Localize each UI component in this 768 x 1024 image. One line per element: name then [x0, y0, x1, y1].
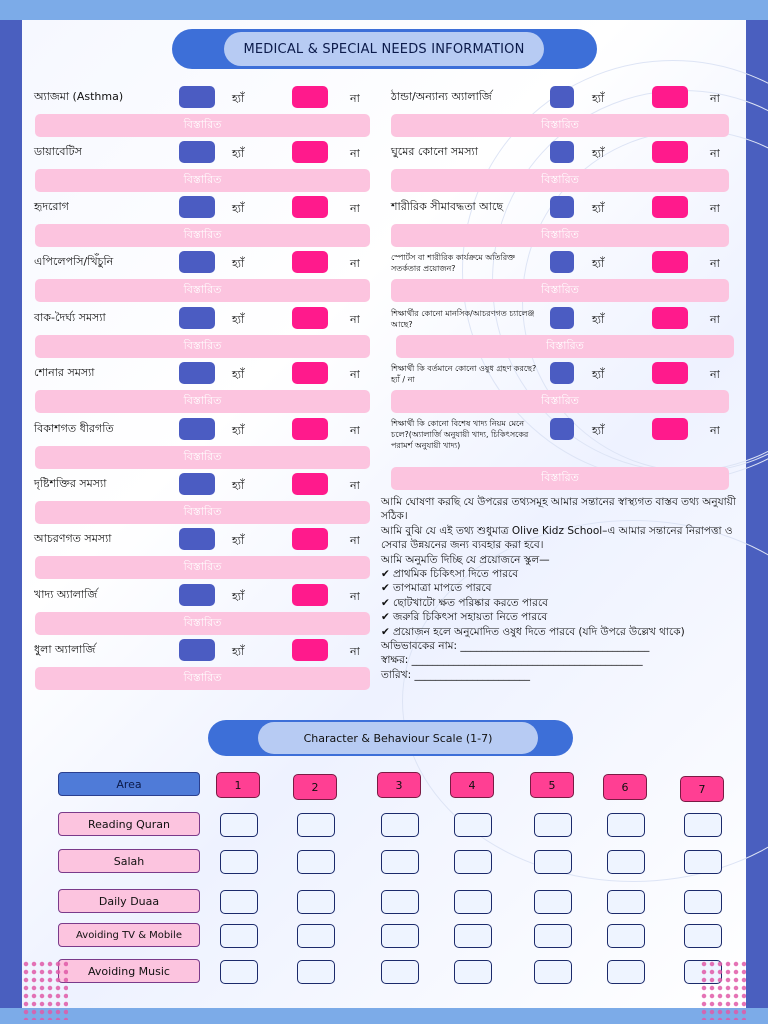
yes-label: হ্যাঁ	[232, 479, 245, 492]
scale-title-banner	[208, 720, 573, 756]
condition-label: ঠান্ডা/অন্যান্য অ্যালার্জি	[391, 90, 492, 103]
no-checkbox[interactable]	[652, 141, 688, 163]
no-checkbox[interactable]	[292, 251, 328, 273]
area-label: Avoiding Music	[58, 959, 200, 983]
signature-field[interactable]: স্বাক্ষর: ____________________________________________	[381, 654, 643, 667]
permission-item	[381, 610, 741, 624]
guardian-name-field[interactable]: অভিভাবকের নাম: ____________________________________	[381, 640, 650, 653]
declaration-line-3: আমি অনুমতি দিচ্ছি যে প্রয়োজনে স্কুল—	[381, 553, 550, 566]
no-checkbox[interactable]	[292, 86, 328, 108]
yes-checkbox[interactable]	[179, 584, 215, 606]
rating-cell[interactable]	[297, 960, 335, 984]
rating-cell[interactable]	[534, 813, 572, 837]
rating-cell[interactable]	[454, 890, 492, 914]
detail-field[interactable]: বিস্তারিত	[391, 279, 729, 302]
scale-number: 2	[293, 774, 337, 800]
no-checkbox[interactable]	[292, 473, 328, 495]
scale-number: 6	[603, 774, 647, 800]
check-icon: ✔	[381, 582, 390, 595]
scale-number: 5	[530, 772, 574, 798]
yes-checkbox[interactable]	[550, 141, 574, 163]
no-label: না	[350, 590, 360, 603]
rating-cell[interactable]	[297, 813, 335, 837]
permission-text: প্রাথমিক চিকিৎসা দিতে পারবে	[393, 568, 519, 581]
scale-number: 3	[377, 772, 421, 798]
permission-text: প্রয়োজন হলে অনুমোদিত ওষুধ দিতে পারবে (যদি উপরে উল্লেখ থাকে)	[393, 625, 685, 638]
no-label: না	[350, 534, 360, 547]
detail-field[interactable]: বিস্তারিত	[35, 667, 370, 690]
rating-cell[interactable]	[607, 850, 645, 874]
rating-cell[interactable]	[220, 813, 258, 837]
yes-label: হ্যাঁ	[232, 92, 245, 105]
rating-cell[interactable]	[607, 890, 645, 914]
detail-field[interactable]: বিস্তারিত	[35, 279, 370, 302]
rating-cell[interactable]	[297, 924, 335, 948]
yes-checkbox[interactable]	[179, 528, 215, 550]
yes-checkbox[interactable]	[550, 86, 574, 108]
yes-checkbox[interactable]	[179, 362, 215, 384]
detail-field[interactable]: বিস্তারিত	[391, 390, 729, 413]
yes-checkbox[interactable]	[550, 196, 574, 218]
condition-label: খাদ্য অ্যালার্জি	[34, 588, 98, 601]
yes-checkbox[interactable]	[179, 418, 215, 440]
permission-item	[381, 567, 741, 581]
rating-cell[interactable]	[381, 890, 419, 914]
no-checkbox[interactable]	[292, 528, 328, 550]
condition-label: দৃষ্টিশক্তির সমস্যা	[34, 477, 107, 490]
check-icon: ✔	[381, 568, 390, 581]
top-bar	[0, 0, 768, 20]
yes-checkbox[interactable]	[179, 86, 215, 108]
detail-field[interactable]: বিস্তারিত	[35, 224, 370, 247]
yes-label: হ্যাঁ	[592, 424, 605, 437]
rating-cell[interactable]	[684, 813, 722, 837]
no-checkbox[interactable]	[652, 418, 688, 440]
no-label: না	[350, 257, 360, 270]
rating-cell[interactable]	[454, 924, 492, 948]
yes-label: হ্যাঁ	[232, 147, 245, 160]
rating-cell[interactable]	[220, 924, 258, 948]
permission-text: তাপমাত্রা মাপতে পারবে	[393, 582, 492, 595]
declaration	[381, 495, 741, 682]
rating-cell[interactable]	[684, 924, 722, 948]
rating-cell[interactable]	[381, 960, 419, 984]
rating-cell[interactable]	[381, 850, 419, 874]
area-label: Avoiding TV & Mobile	[58, 923, 200, 947]
detail-field[interactable]: বিস্তারিত	[391, 169, 729, 192]
check-icon: ✔	[381, 611, 390, 624]
declaration-line-1: আমি ঘোষণা করছি যে উপরের তথ্যসমূহ আমার সন্তানের স্বাস্থ্যগত বাস্তব তথ্য অনুযায়ী সঠিক।	[381, 496, 736, 523]
permission-item	[381, 625, 741, 639]
rating-cell[interactable]	[220, 890, 258, 914]
condition-label: শিক্ষার্থীর কোনো মানসিক/আচরণগত চ্যালেঞ্জ আছে?	[391, 309, 535, 329]
condition-label: শারীরিক সীমাবদ্ধতা আছে	[391, 200, 504, 213]
condition-label: শোনার সমস্যা	[34, 366, 95, 379]
permission-text: ছোটখাটো ক্ষত পরিষ্কার করতে পারবে	[393, 596, 549, 609]
no-label: না	[350, 479, 360, 492]
detail-field[interactable]: বিস্তারিত	[391, 114, 729, 137]
detail-field[interactable]: বিস্তারিত	[35, 556, 370, 579]
yes-checkbox[interactable]	[550, 307, 574, 329]
no-checkbox[interactable]	[652, 307, 688, 329]
yes-label: হ্যাঁ	[592, 257, 605, 270]
rating-cell[interactable]	[684, 850, 722, 874]
rating-cell[interactable]	[534, 960, 572, 984]
detail-field[interactable]: বিস্তারিত	[35, 501, 370, 524]
rating-cell[interactable]	[534, 850, 572, 874]
scale-number: 1	[216, 772, 260, 798]
detail-field[interactable]: বিস্তারিত	[35, 446, 370, 469]
rating-cell[interactable]	[220, 960, 258, 984]
no-checkbox[interactable]	[292, 307, 328, 329]
rating-cell[interactable]	[454, 850, 492, 874]
yes-label: হ্যাঁ	[592, 147, 605, 160]
area-label: Daily Duaa	[58, 889, 200, 913]
rating-cell[interactable]	[381, 813, 419, 837]
rating-cell[interactable]	[607, 960, 645, 984]
decor-dots-right	[700, 960, 746, 1020]
bottom-bar	[0, 1008, 768, 1024]
yes-checkbox[interactable]	[550, 251, 574, 273]
no-label: না	[350, 92, 360, 105]
no-checkbox[interactable]	[292, 141, 328, 163]
permission-list	[381, 567, 741, 639]
yes-label: হ্যাঁ	[232, 257, 245, 270]
no-checkbox[interactable]	[652, 251, 688, 273]
condition-label: অ্যাজমা (Asthma)	[34, 90, 124, 103]
yes-checkbox[interactable]	[179, 196, 215, 218]
yes-label: হ্যাঁ	[232, 313, 245, 326]
no-label: না	[710, 147, 720, 160]
no-label: না	[710, 424, 720, 437]
detail-field-diet[interactable]: বিস্তারিত	[391, 467, 729, 490]
decor-dots-left	[22, 960, 68, 1020]
yes-label: হ্যাঁ	[592, 368, 605, 381]
yes-checkbox[interactable]	[179, 473, 215, 495]
yes-checkbox[interactable]	[550, 362, 574, 384]
page-title: MEDICAL & SPECIAL NEEDS INFORMATION	[224, 32, 544, 66]
rating-cell[interactable]	[220, 850, 258, 874]
detail-field[interactable]: বিস্তারিত	[396, 335, 734, 358]
area-label: Salah	[58, 849, 200, 873]
yes-label: হ্যাঁ	[232, 534, 245, 547]
area-label: Reading Quran	[58, 812, 200, 836]
no-label: না	[350, 313, 360, 326]
no-checkbox[interactable]	[652, 86, 688, 108]
permission-text: জরুরি চিকিৎসা সহায়তা নিতে পারবে	[393, 611, 548, 624]
scale-number: 4	[450, 772, 494, 798]
rating-cell[interactable]	[607, 813, 645, 837]
rating-cell[interactable]	[381, 924, 419, 948]
condition-label: ডায়াবেটিস	[34, 145, 82, 158]
yes-label: হ্যাঁ	[592, 92, 605, 105]
no-label: না	[350, 368, 360, 381]
condition-label: শিক্ষার্থী কি কোনো বিশেষ খাদ্য নিয়ম মেনে চলে?(অ্যালার্জি অনুযায়ী খাদ্য, চিকিৎসকের পরামর্শ অনুযায়ী খাদ্য)	[391, 419, 529, 450]
permission-item	[381, 581, 741, 595]
detail-field[interactable]: বিস্তারিত	[35, 335, 370, 358]
yes-checkbox[interactable]	[179, 251, 215, 273]
rating-cell[interactable]	[534, 890, 572, 914]
no-label: না	[710, 202, 720, 215]
date-field[interactable]: তারিখ: ______________________	[381, 668, 530, 681]
condition-label: ঘুমের কোনো সমস্যা	[391, 145, 478, 158]
no-checkbox[interactable]	[652, 196, 688, 218]
detail-field[interactable]: বিস্তারিত	[35, 169, 370, 192]
yes-label: হ্যাঁ	[592, 313, 605, 326]
no-label: না	[350, 645, 360, 658]
no-checkbox[interactable]	[652, 362, 688, 384]
rating-cell[interactable]	[297, 850, 335, 874]
rating-cell[interactable]	[684, 890, 722, 914]
check-icon: ✔	[381, 596, 390, 609]
scale-number: 7	[680, 776, 724, 802]
detail-field[interactable]: বিস্তারিত	[35, 612, 370, 635]
no-label: না	[350, 202, 360, 215]
yes-label: হ্যাঁ	[232, 590, 245, 603]
condition-label: ধুলা অ্যালার্জি	[34, 643, 96, 656]
rating-cell[interactable]	[454, 813, 492, 837]
detail-field[interactable]: বিস্তারিত	[35, 114, 370, 137]
rating-cell[interactable]	[607, 924, 645, 948]
condition-label: হৃদরোগ	[34, 200, 69, 213]
declaration-line-2: আমি বুঝি যে এই তথ্য শুধুমাত্র Olive Kidz School–এ আমার সন্তানের নিরাপত্তা ও সেবার উন্নয়নের জন্য ব্যবহার করা হবে।	[381, 524, 733, 552]
no-checkbox[interactable]	[292, 362, 328, 384]
yes-label: হ্যাঁ	[232, 368, 245, 381]
scale-title: Character & Behaviour Scale (1-7)	[258, 722, 538, 754]
rating-cell[interactable]	[297, 890, 335, 914]
condition-label: বাক-দৈর্ঘ্য সমস্যা	[34, 311, 106, 324]
no-checkbox[interactable]	[292, 584, 328, 606]
condition-label: বিকাশগত ধীরগতি	[34, 422, 114, 435]
yes-checkbox[interactable]	[550, 418, 574, 440]
detail-field[interactable]: বিস্তারিত	[35, 390, 370, 413]
no-label: না	[710, 313, 720, 326]
rating-cell[interactable]	[454, 960, 492, 984]
check-icon: ✔	[381, 625, 390, 638]
no-checkbox[interactable]	[292, 639, 328, 661]
yes-label: হ্যাঁ	[232, 424, 245, 437]
left-border	[0, 20, 22, 1008]
no-label: না	[350, 424, 360, 437]
permission-item	[381, 596, 741, 610]
condition-label: স্পোর্টস বা শারীরিক কার্যক্রমে অতিরিক্ত সতর্কতার প্রয়োজন?	[391, 253, 515, 273]
yes-label: হ্যাঁ	[232, 202, 245, 215]
no-label: না	[350, 147, 360, 160]
area-header: Area	[58, 772, 200, 796]
rating-cell[interactable]	[534, 924, 572, 948]
yes-checkbox[interactable]	[179, 639, 215, 661]
yes-checkbox[interactable]	[179, 307, 215, 329]
no-label: না	[710, 92, 720, 105]
no-checkbox[interactable]	[292, 196, 328, 218]
condition-label: শিক্ষার্থী কি বর্তমানে কোনো ওষুধ গ্রহণ করছে? হ্যাঁ / না	[391, 364, 537, 384]
yes-label: হ্যাঁ	[592, 202, 605, 215]
no-label: না	[710, 257, 720, 270]
medical-title-banner	[172, 29, 597, 69]
condition-label: এপিলেপসি/খিঁচুনি	[34, 255, 114, 268]
no-checkbox[interactable]	[292, 418, 328, 440]
detail-field[interactable]: বিস্তারিত	[391, 224, 729, 247]
condition-label: আচরণগত সমস্যা	[34, 532, 112, 545]
yes-label: হ্যাঁ	[232, 645, 245, 658]
yes-checkbox[interactable]	[179, 141, 215, 163]
no-label: না	[710, 368, 720, 381]
